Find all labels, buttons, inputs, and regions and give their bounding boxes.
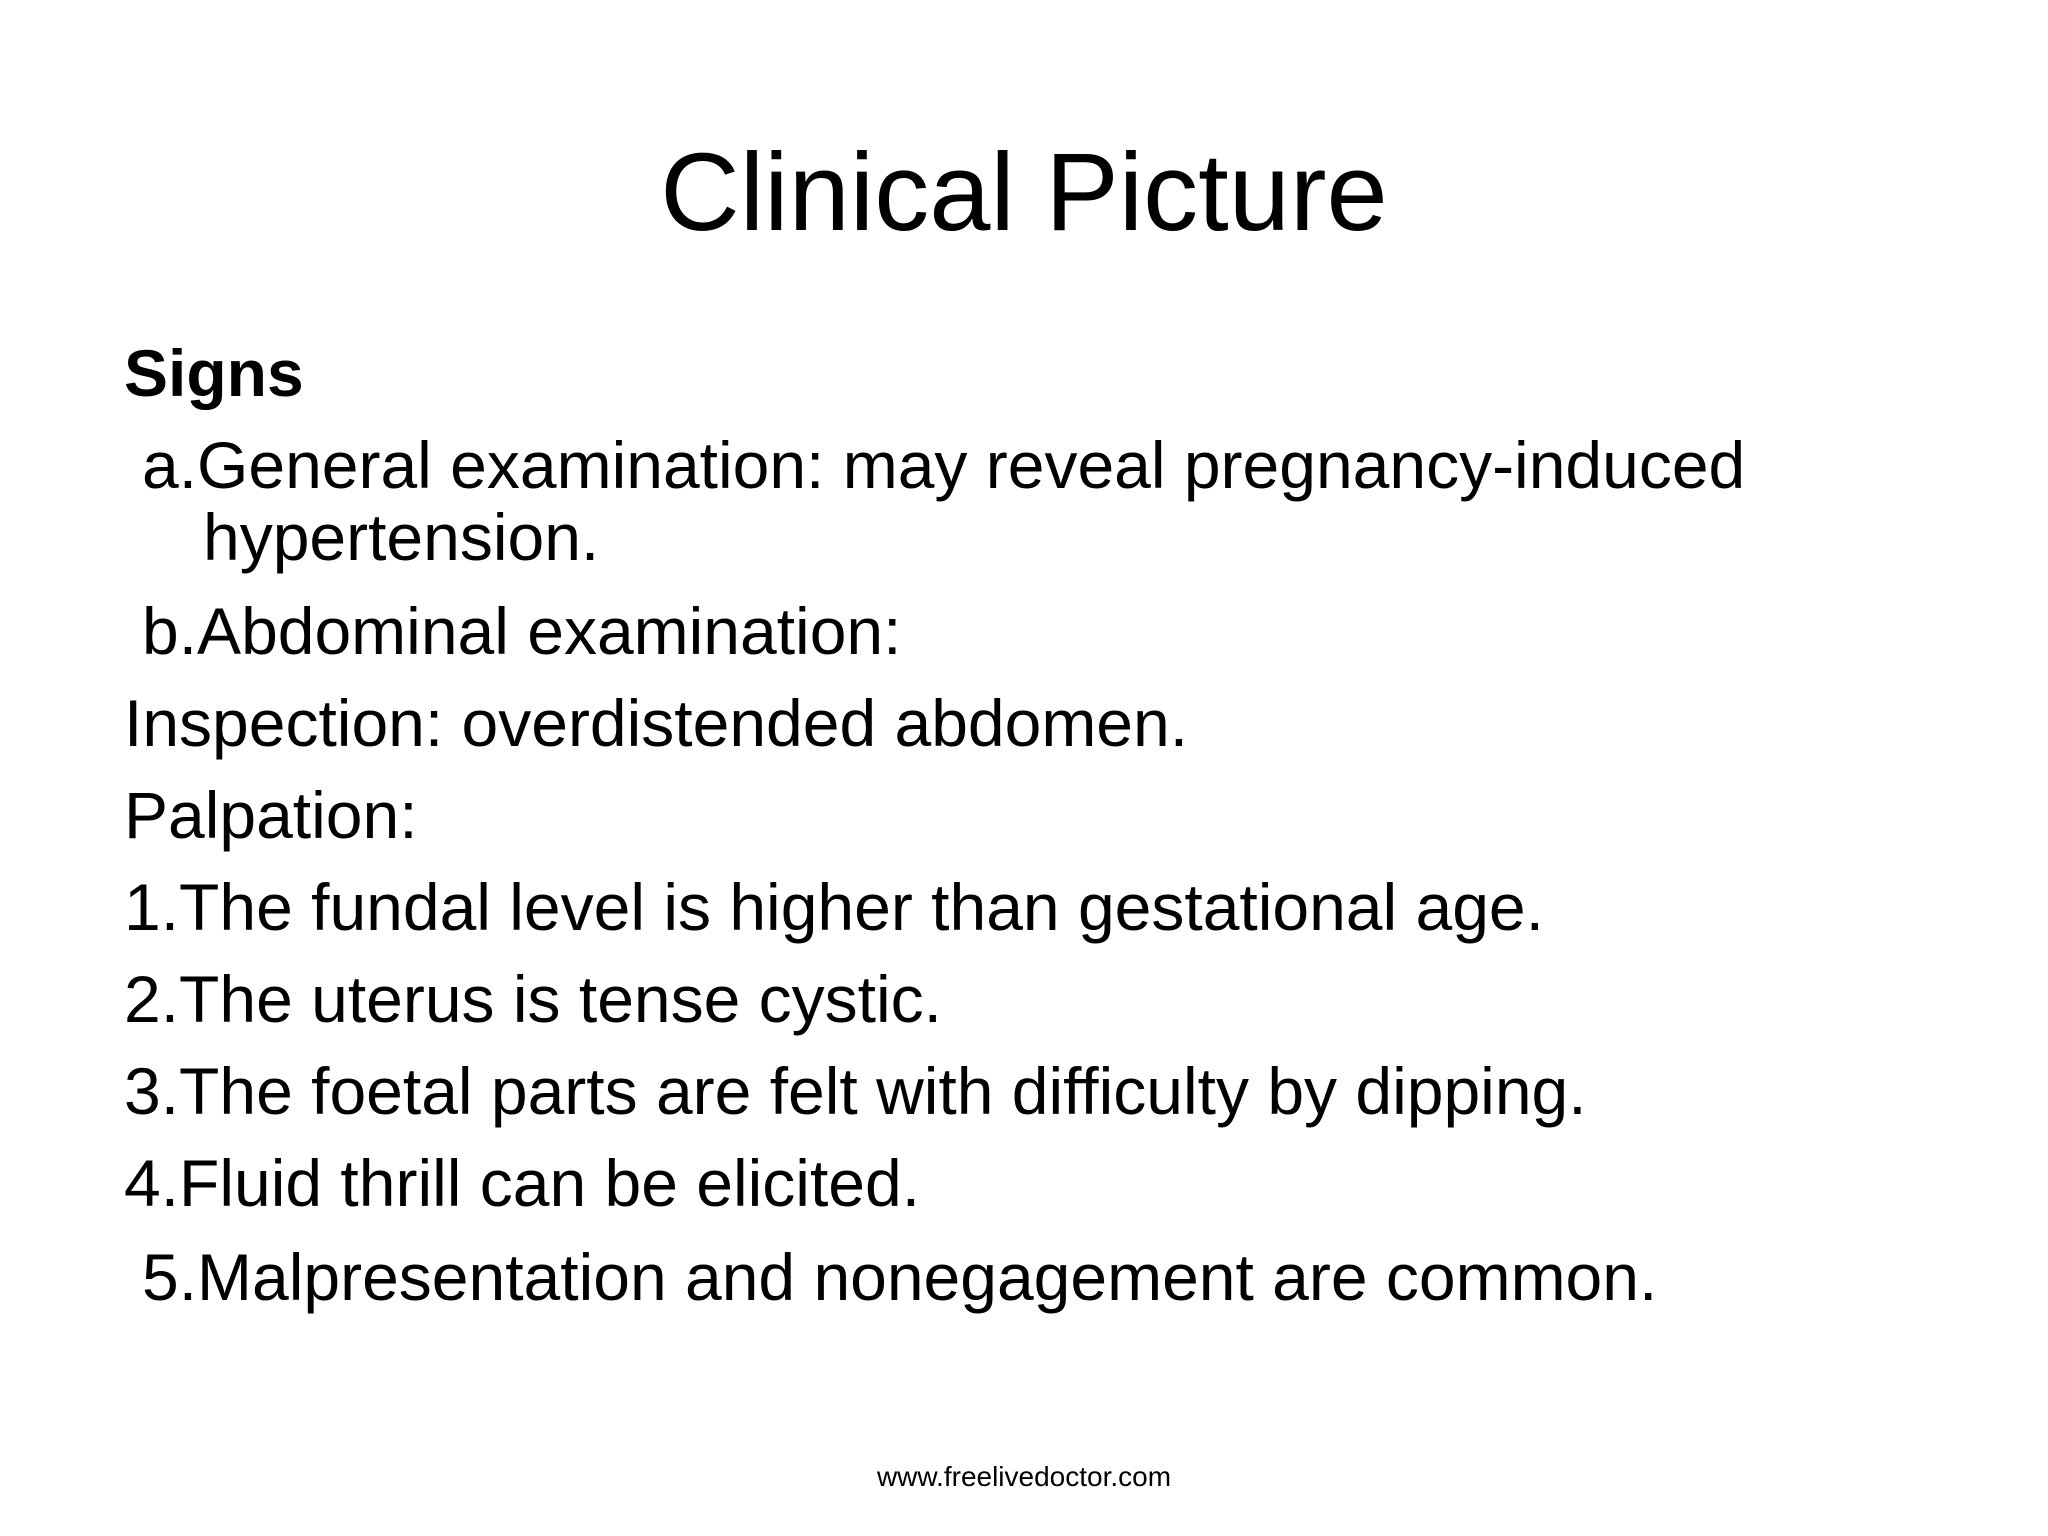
signs-heading: Signs — [124, 336, 304, 410]
palpation-item-5: 5.Malpresentation and nonegagement are common. — [142, 1240, 1658, 1314]
item-b: b.Abdominal examination: — [142, 594, 902, 668]
inspection-line: Inspection: overdistended abdomen. — [124, 686, 1189, 760]
item-a-line-2: hypertension. — [203, 500, 600, 574]
palpation-item-1: 1.The fundal level is higher than gestational age. — [124, 870, 1544, 944]
palpation-item-3: 3.The foetal parts are felt with difficulty by dipping. — [124, 1054, 1587, 1128]
slide-title: Clinical Picture — [660, 131, 1388, 254]
palpation-item-4: 4.Fluid thrill can be elicited. — [124, 1146, 921, 1220]
footer-website: www.freelivedoctor.com — [876, 1461, 1172, 1492]
palpation-line: Palpation: — [124, 778, 418, 852]
item-a-line-1: a.General examination: may reveal pregnancy-induced — [142, 428, 1746, 502]
palpation-item-2: 2.The uterus is tense cystic. — [124, 962, 943, 1036]
